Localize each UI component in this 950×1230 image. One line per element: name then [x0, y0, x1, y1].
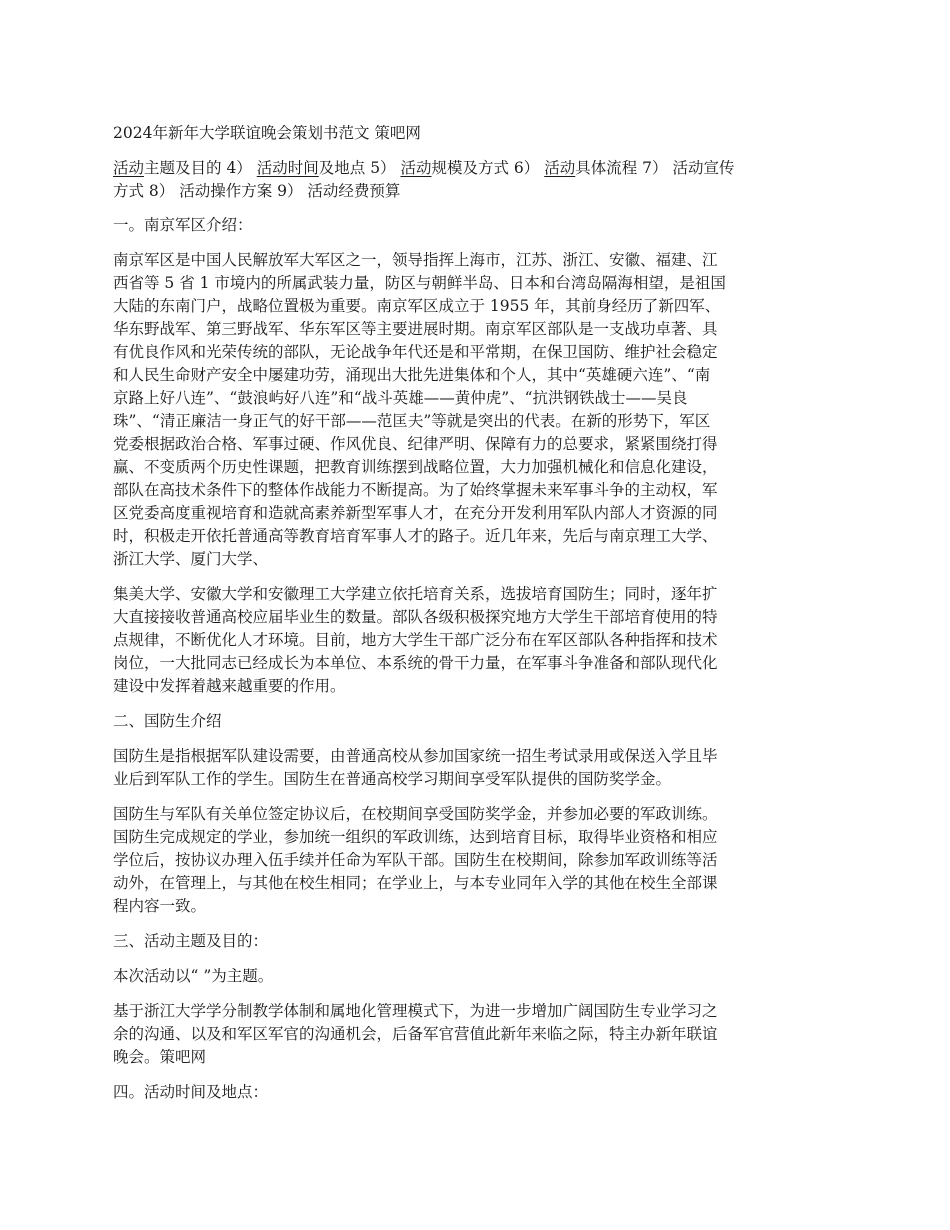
text-line: 晚会。策吧网: [113, 1048, 207, 1066]
text-line: 区党委高度重视培育和造就高素养新型军事人才，在充分开发利用军队内部人才资源的同: [113, 504, 718, 522]
section-heading-4: 四。活动时间及地点：: [113, 1083, 269, 1101]
toc-line-2: 方式 8） 活动操作方案 9） 活动经费预算: [113, 182, 401, 200]
text-line: 浙江大学、厦门大学、: [113, 550, 269, 568]
toc-text: 具体流程 7） 活动宣传: [575, 159, 735, 177]
toc-text: 主题及目的 4）: [144, 159, 257, 177]
text-line: 基于浙江大学学分制教学体制和属地化管理模式下，为进一步增加广阔国防生专业学习之: [113, 1002, 718, 1020]
text-line: 集美大学、安徽大学和安徽理工大学建立依托培育关系，选拔培育国防生；同时，逐年扩: [113, 585, 718, 603]
text-line: 大陆的东南门户，战略位置极为重要。南京军区成立于 1955 年，其前身经历了新四军、: [113, 297, 721, 315]
text-line: 国防生完成规定的学业，参加统一组织的军政训练，达到培育目标，取得毕业资格和相应: [113, 828, 718, 846]
text-line: 国防生是指根据军队建设需要，由普通高校从参加国家统一招生考试录用或保送入学且毕: [113, 747, 718, 765]
text-line: 珠”、“清正廉洁一身正气的好干部——范匡夫”等就是突出的代表。在新的形势下，军区: [113, 412, 711, 430]
text-line: 和人民生命财产安全中屡建功劳，涌现出大批先进集体和个人，其中“英雄硬六连”、“南: [113, 366, 711, 384]
section-3-paragraph-2: [113, 1000, 839, 1069]
text-line: 本次活动以“ ”为主题。: [113, 967, 274, 985]
text-line: 时，积极走开依托普通高等教育培育军事人才的路子。近几年来，先后与南京理工大学、: [113, 527, 718, 545]
toc-link-activity[interactable]: 活动: [113, 159, 145, 177]
section-2-paragraph-2: [113, 803, 839, 918]
text-line: 程内容一致。: [113, 897, 207, 915]
text-line: 建设中发挥着越来越重要的作用。: [113, 677, 346, 695]
toc-text: 规模及方式 6）: [431, 159, 545, 177]
toc-line-1: [113, 157, 839, 180]
section-heading-1: 一。南京军区介绍：: [113, 216, 253, 234]
text-line: 南京军区是中国人民解放军大军区之一，领导指挥上海市，江苏、浙江、安徽、福建、江: [113, 251, 718, 269]
toc-text: 及地点 5）: [318, 159, 401, 177]
toc-link-activity[interactable]: 活动: [256, 159, 288, 177]
toc-paragraph: [113, 157, 839, 203]
text-line: 动外，在管理上，与其他在校生相同；在学业上，与本专业同年入学的其他在校生全部课: [113, 874, 718, 892]
document-title: 2024年新年大学联谊晚会策划书范文 策吧网: [113, 124, 421, 142]
section-heading-3: 三、活动主题及目的：: [113, 932, 269, 950]
toc-link-time[interactable]: 时间: [287, 159, 319, 177]
text-line: 业后到军队工作的学生。国防生在普通高校学习期间享受军队提供的国防奖学金。: [113, 770, 672, 788]
text-line: 有优良作风和光荣传统的部队，无论战争年代还是和平常期，在保卫国防、维护社会稳定: [113, 343, 718, 361]
toc-link-activity[interactable]: 活动: [544, 159, 576, 177]
text-line: 国防生与军队有关单位签定协议后，在校期间享受国防奖学金，并参加必要的军政训练。: [113, 805, 718, 823]
document-page: [113, 122, 839, 1116]
text-line: 党委根据政治合格、军事过硬、作风优良、纪律严明、保障有力的总要求，紧紧围绕打得: [113, 435, 718, 453]
text-line: 西省等 5 省 1 市境内的所属武装力量，防区与朝鲜半岛、日本和台湾岛隔海相望，是祖国: [113, 274, 726, 292]
text-line: 点规律，不断优化人才环境。目前，地方大学生干部广泛分布在军区部队各种指挥和技术: [113, 631, 718, 649]
toc-link-activity[interactable]: 活动: [400, 159, 432, 177]
section-1-paragraph-1: [113, 249, 839, 571]
section-1-paragraph-2: [113, 583, 839, 698]
text-line: 京路上好八连”、“鼓浪屿好八连”和“战斗英雄——黄仲虎”、“抗洪钢铁战士——吴良: [113, 389, 688, 407]
section-2-paragraph-1: [113, 745, 839, 791]
text-line: 大直接接收普通高校应届毕业生的数量。部队各级积极探究地方大学生干部培育使用的特: [113, 608, 718, 626]
section-heading-2: 二、国防生介绍: [113, 712, 222, 730]
text-line: 学位后，按协议办理入伍手续并任命为军队干部。国防生在校期间，除参加军政训练等活: [113, 851, 718, 869]
text-line: 余的沟通、以及和军区军官的沟通机会，后备军官营值此新年来临之际，特主办新年联谊: [113, 1025, 718, 1043]
text-line: 部队在高技术条件下的整体作战能力不断提高。为了始终掌握未来军事斗争的主动权，军: [113, 481, 718, 499]
text-line: 岗位，一大批同志已经成长为本单位、本系统的骨干力量，在军事斗争准备和部队现代化: [113, 654, 718, 672]
section-3-paragraph-1: [113, 965, 839, 988]
text-line: 赢、不变质两个历史性课题，把教育训练摆到战略位置，大力加强机械化和信息化建设，: [113, 458, 718, 476]
text-line: 华东野战军、第三野战军、华东军区等主要进展时期。南京军区部队是一支战功卓著、具: [113, 320, 718, 338]
